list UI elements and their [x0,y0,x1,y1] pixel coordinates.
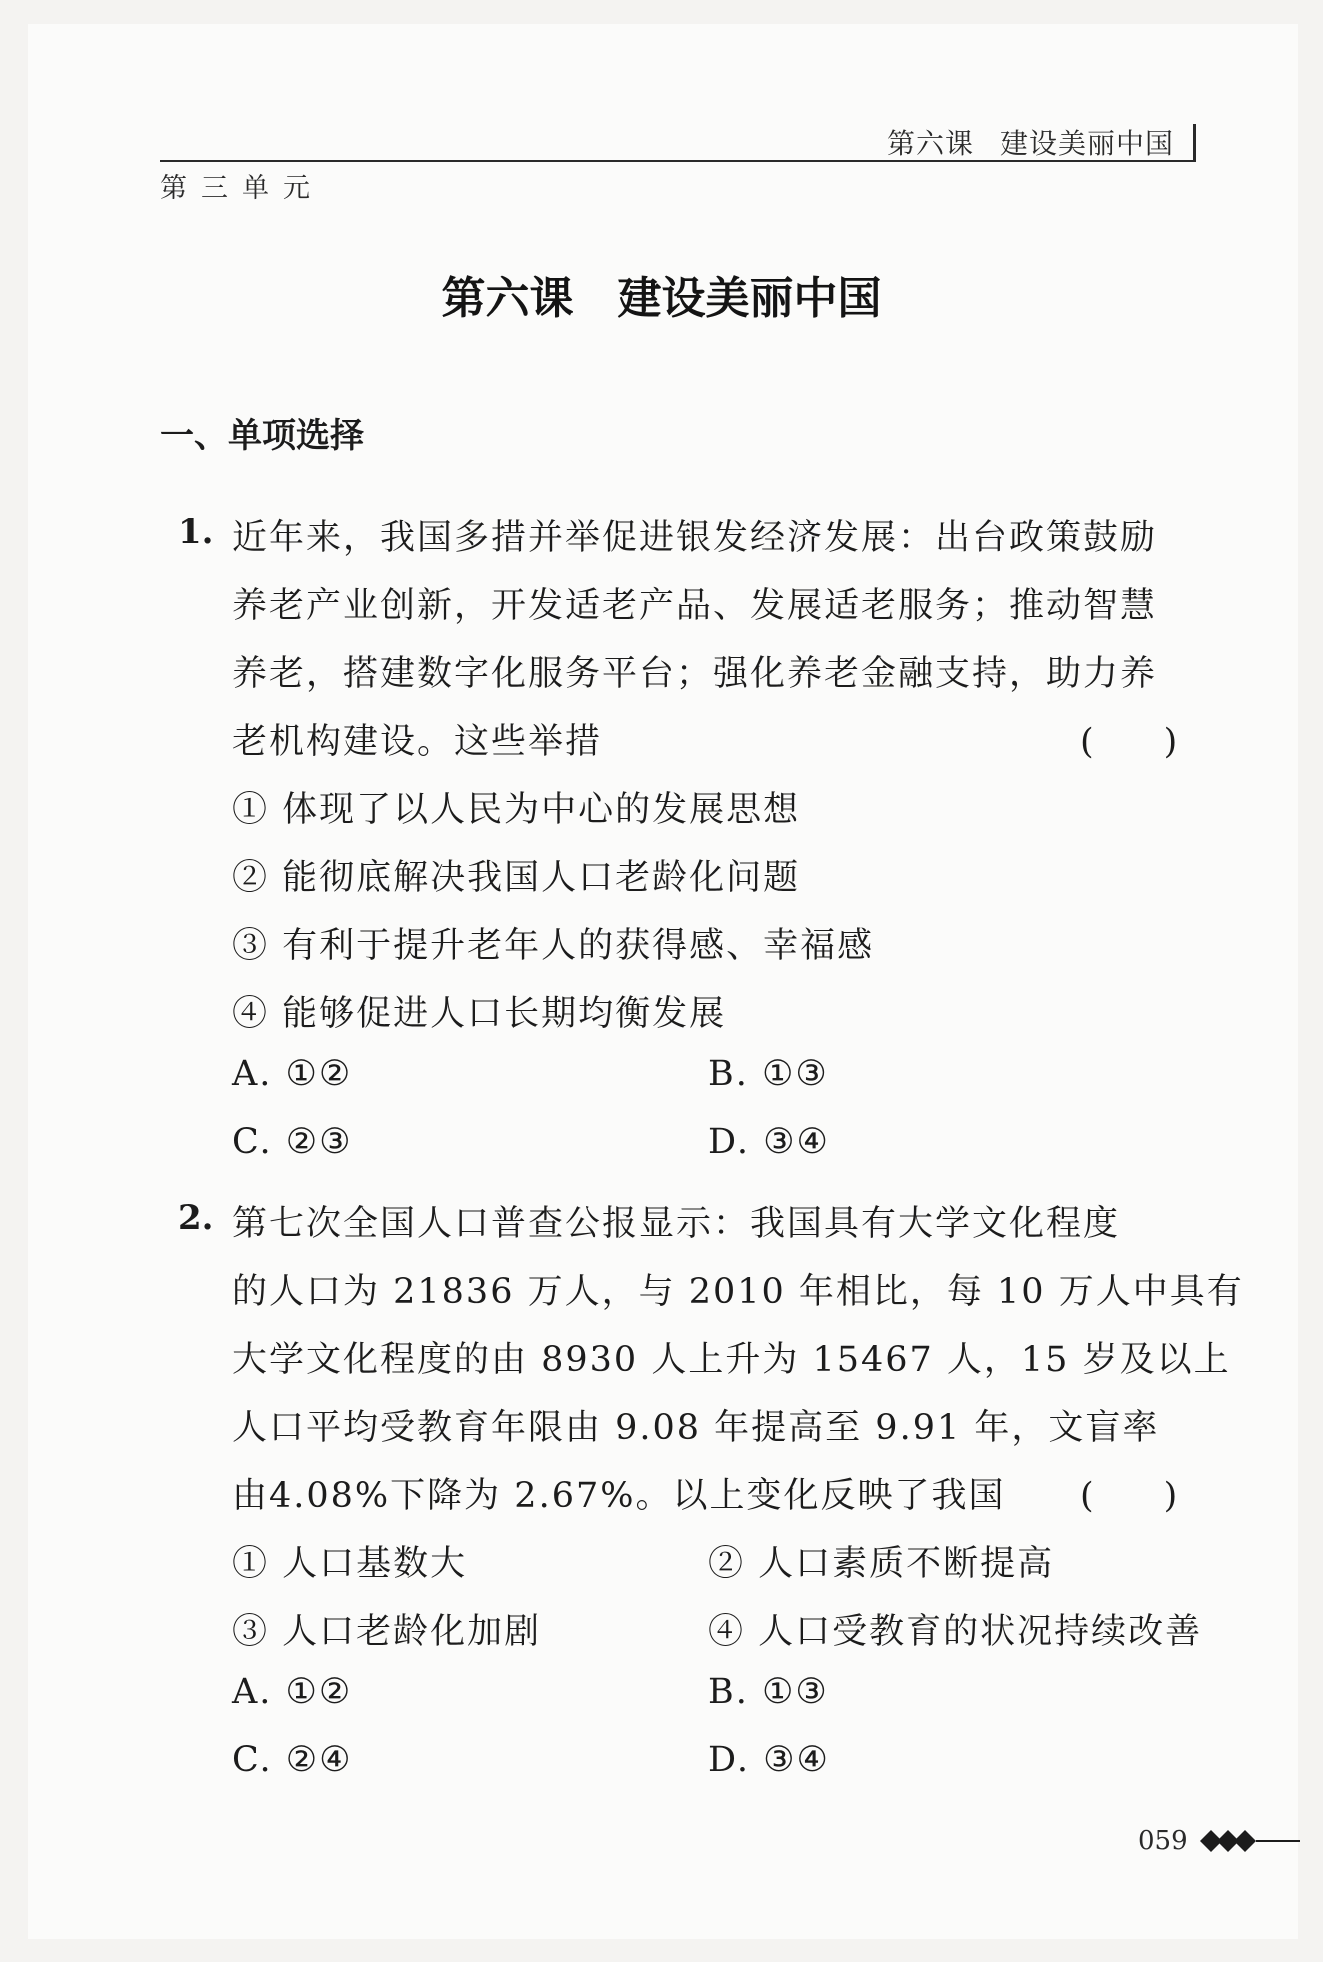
option-b[interactable]: B. ①③ [708,1672,829,1712]
statement: ② 人口素质不断提高 [708,1544,1055,1584]
running-lesson: 第六课 [887,127,975,160]
option-b[interactable]: B. ①③ [708,1054,829,1094]
title-name: 建设美丽中国 [617,273,882,324]
statement: ① 人口基数大 [232,1544,468,1584]
question-stem-line: 近年来，我国多措并举促进银发经济发展：出台政策鼓励 [232,518,1158,558]
question-stem-line: 第七次全国人口普查公报显示：我国具有大学文化程度 [232,1204,1121,1244]
option-c[interactable]: C. ②③ [232,1122,353,1162]
running-title: 建设美丽中国 [1000,127,1175,160]
question-number: 1. [178,512,214,552]
statement: ④ 能够促进人口长期均衡发展 [232,994,727,1034]
statement: ③ 有利于提升老年人的获得感、幸福感 [232,926,875,966]
question-stem-line: 由4.08%下降为 2.67%。以上变化反映了我国 [232,1476,1006,1516]
answer-blank[interactable]: ( ) [1080,722,1178,762]
statement: ④ 人口受教育的状况持续改善 [708,1612,1203,1652]
title-lesson: 第六课 [441,273,574,324]
statement: ③ 人口老龄化加剧 [232,1612,542,1652]
option-a[interactable]: A. ①② [232,1672,353,1712]
header-vertical-rule [1193,124,1196,162]
running-header [887,122,1174,162]
question-stem-line: 老机构建设。这些举措 [232,722,603,762]
page-number: 059 [1138,1826,1188,1856]
question-stem-line: 养老，搭建数字化服务平台；强化养老金融支持，助力养 [232,654,1158,694]
statement: ① 体现了以人民为中心的发展思想 [232,790,801,830]
page-title [0,262,1323,326]
question-stem-line: 大学文化程度的由 8930 人上升为 15467 人，15 岁及以上 [232,1340,1231,1380]
header-rule [160,160,1196,162]
question-stem-line: 养老产业创新，开发适老产品、发展适老服务；推动智慧 [232,586,1158,626]
statement: ② 能彻底解决我国人口老龄化问题 [232,858,801,898]
option-d[interactable]: D. ③④ [708,1740,830,1780]
answer-blank[interactable]: ( ) [1080,1476,1178,1516]
option-c[interactable]: C. ②④ [232,1740,353,1780]
question-number: 2. [178,1198,214,1238]
unit-label: 第三单元 [160,173,324,204]
question-stem-line: 人口平均受教育年限由 9.08 年提高至 9.91 年，文盲率 [232,1408,1160,1448]
footer-diamonds-icon [1200,1824,1300,1862]
section-heading: 一、单项选择 [160,416,364,456]
question-stem-line: 的人口为 21836 万人，与 2010 年相比，每 10 万人中具有 [232,1272,1244,1312]
option-a[interactable]: A. ①② [232,1054,353,1094]
option-d[interactable]: D. ③④ [708,1122,830,1162]
